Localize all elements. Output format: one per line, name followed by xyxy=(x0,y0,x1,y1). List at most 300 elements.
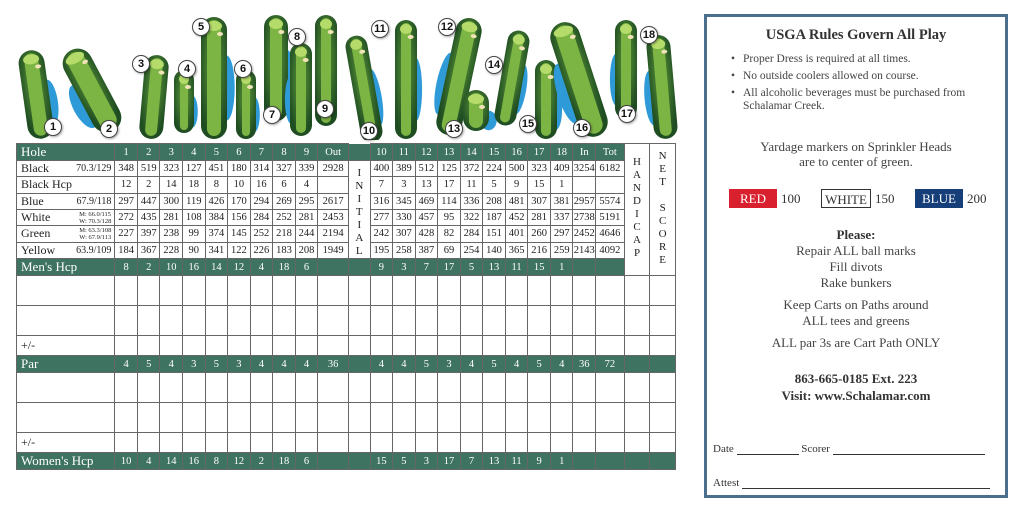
score-entry-cell[interactable] xyxy=(160,306,183,336)
womens-hcp-row-cell: 18 xyxy=(273,453,296,470)
score-entry-cell[interactable] xyxy=(650,306,676,336)
score-entry-cell[interactable] xyxy=(349,336,371,356)
score-entry-cell[interactable] xyxy=(550,433,573,453)
score-entry-cell[interactable] xyxy=(393,306,416,336)
score-entry-cell[interactable] xyxy=(650,373,676,403)
score-entry-cell[interactable] xyxy=(273,403,296,433)
score-entry-cell[interactable] xyxy=(438,306,461,336)
courtesy-line: Rake bunkers xyxy=(820,275,892,290)
hole-number-badge: 9 xyxy=(316,100,334,118)
womens-rating: W: 67.9/113 xyxy=(79,234,112,242)
net-score-cell xyxy=(650,453,676,470)
yardage-cell: 15 xyxy=(528,177,551,193)
score-entry-cell[interactable] xyxy=(273,373,296,403)
tee-name: Black xyxy=(21,161,49,176)
score-entry-cell[interactable] xyxy=(505,373,528,403)
yardage-cell: 426 xyxy=(205,193,228,209)
score-entry-cell[interactable] xyxy=(183,336,206,356)
score-entry-cell[interactable] xyxy=(370,306,393,336)
score-entry-cell[interactable] xyxy=(550,306,573,336)
score-entry-cell[interactable] xyxy=(624,336,650,356)
tee-row xyxy=(17,226,676,242)
hole-number-badge: 18 xyxy=(640,26,658,44)
score-entry-cell[interactable] xyxy=(505,336,528,356)
score-entry-cell[interactable] xyxy=(160,276,183,306)
yardage-cell: 258 xyxy=(393,242,416,258)
score-entry-cell[interactable] xyxy=(550,373,573,403)
par-row-cell: 5 xyxy=(528,356,551,373)
score-entry-cell[interactable] xyxy=(573,403,596,433)
score-table xyxy=(16,143,676,470)
score-entry-cell[interactable] xyxy=(318,373,349,403)
par-row xyxy=(17,356,676,373)
score-entry-cell[interactable] xyxy=(415,336,438,356)
score-entry-cell[interactable] xyxy=(318,403,349,433)
yardage-cell: 218 xyxy=(273,226,296,242)
par-row-cell: 5 xyxy=(483,356,506,373)
phone-number: 863-665-0185 Ext. 223 xyxy=(794,371,918,386)
hole-shape xyxy=(201,17,235,139)
yardage-cell: 272 xyxy=(115,209,138,225)
hole-number-badge: 5 xyxy=(192,18,210,36)
womens-hcp-row-cell: 6 xyxy=(295,453,318,470)
yardage-cell: 365 xyxy=(505,242,528,258)
score-entry-cell[interactable] xyxy=(228,433,251,453)
score-entry-cell[interactable] xyxy=(573,306,596,336)
score-entry-cell[interactable] xyxy=(205,403,228,433)
par-row-tot: 72 xyxy=(596,356,625,373)
yardage-cell: 519 xyxy=(137,161,160,177)
yardage-cell: 323 xyxy=(160,161,183,177)
score-entry-cell[interactable] xyxy=(273,433,296,453)
mens-rating: M: 66.0/115 xyxy=(79,210,112,218)
hole-number-header: 5 xyxy=(205,144,228,161)
mens-hcp-row-cell: 11 xyxy=(505,259,528,276)
bunker xyxy=(278,30,284,34)
white-marker xyxy=(821,189,895,208)
yardage-line: Yardage markers on Sprinkler Heads xyxy=(760,139,952,154)
yardage-cell: 8 xyxy=(205,177,228,193)
score-entry-cell[interactable] xyxy=(505,276,528,306)
carts-line: ALL tees and greens xyxy=(802,313,910,328)
score-entry-cell[interactable] xyxy=(528,306,551,336)
hole-number-header: 16 xyxy=(505,144,528,161)
score-entry-cell[interactable] xyxy=(250,306,273,336)
mens-hcp-row-label: Men's Hcp xyxy=(17,259,115,276)
score-entry-cell[interactable] xyxy=(370,373,393,403)
hole-number-badge: 4 xyxy=(178,60,196,78)
in-total: 2143 xyxy=(573,242,596,258)
score-entry-cell[interactable] xyxy=(273,276,296,306)
score-entry-cell[interactable] xyxy=(528,336,551,356)
score-entry-cell[interactable] xyxy=(438,373,461,403)
fairway xyxy=(207,20,221,136)
yardage-cell: 260 xyxy=(528,226,551,242)
out-total: 1949 xyxy=(318,242,349,258)
initial-cell xyxy=(349,259,371,276)
hole-number-badge: 8 xyxy=(288,28,306,46)
womens-hcp-row-in xyxy=(573,453,596,470)
tee-label xyxy=(17,177,115,193)
score-entry-cell[interactable] xyxy=(205,336,228,356)
score-entry-cell[interactable] xyxy=(573,373,596,403)
yardage-cell: 170 xyxy=(228,193,251,209)
score-entry-cell[interactable] xyxy=(115,373,138,403)
score-entry-cell[interactable] xyxy=(438,276,461,306)
please-heading: Please: xyxy=(836,227,876,242)
yardage-cell: 336 xyxy=(460,193,483,209)
score-entry-cell[interactable] xyxy=(160,433,183,453)
score-entry-cell[interactable] xyxy=(624,276,650,306)
score-entry-cell[interactable] xyxy=(460,276,483,306)
white-marker-value: 150 xyxy=(875,191,895,206)
score-entry-cell[interactable] xyxy=(205,433,228,453)
score-entry-cell[interactable] xyxy=(318,276,349,306)
par-row-cell: 4 xyxy=(370,356,393,373)
hole-number-header: 9 xyxy=(295,144,318,161)
score-entry-cell[interactable] xyxy=(137,276,160,306)
scorer-field[interactable] xyxy=(833,454,985,455)
player-name-cell[interactable] xyxy=(17,306,115,336)
out-total: 2194 xyxy=(318,226,349,242)
score-entry-cell[interactable] xyxy=(250,336,273,356)
score-entry-cell[interactable] xyxy=(528,373,551,403)
tee-row xyxy=(17,209,676,225)
score-entry-cell[interactable] xyxy=(228,306,251,336)
score-entry-cell[interactable] xyxy=(415,373,438,403)
out-total: 2928 xyxy=(318,161,349,177)
score-entry-cell[interactable] xyxy=(349,373,371,403)
course-courtesy xyxy=(707,227,1005,351)
score-entry-cell[interactable] xyxy=(528,433,551,453)
par-row-cell: 4 xyxy=(115,356,138,373)
total: 4092 xyxy=(596,242,625,258)
scorer-label: Scorer xyxy=(801,443,830,455)
player-name-cell[interactable] xyxy=(17,373,115,403)
womens-hcp-row-label: Women's Hcp xyxy=(17,453,115,470)
score-entry-cell[interactable] xyxy=(550,403,573,433)
score-entry-cell[interactable] xyxy=(137,306,160,336)
womens-hcp-row-cell: 3 xyxy=(415,453,438,470)
score-entry-cell[interactable] xyxy=(205,276,228,306)
score-entry-cell[interactable] xyxy=(137,373,160,403)
score-entry-cell[interactable] xyxy=(596,403,625,433)
score-entry-cell[interactable] xyxy=(393,373,416,403)
yardage-cell: 226 xyxy=(250,242,273,258)
yardage-cell: 367 xyxy=(137,242,160,258)
score-entry-cell[interactable] xyxy=(483,403,506,433)
score-entry-cell[interactable] xyxy=(115,336,138,356)
score-entry-cell[interactable] xyxy=(624,373,650,403)
yardage-cell: 512 xyxy=(415,161,438,177)
score-entry-cell[interactable] xyxy=(624,306,650,336)
tee-name: Black Hcp xyxy=(21,177,72,192)
par-row-cell: 4 xyxy=(505,356,528,373)
green xyxy=(269,19,283,29)
score-entry-cell[interactable] xyxy=(573,433,596,453)
yardage-cell: 119 xyxy=(183,193,206,209)
score-entry-cell[interactable] xyxy=(573,336,596,356)
score-entry-cell[interactable] xyxy=(483,373,506,403)
par-row-cell: 4 xyxy=(295,356,318,373)
score-entry-cell[interactable] xyxy=(137,433,160,453)
score-entry-cell[interactable] xyxy=(415,433,438,453)
score-entry-cell[interactable] xyxy=(460,336,483,356)
score-entry-cell[interactable] xyxy=(393,433,416,453)
score-entry-cell[interactable] xyxy=(349,306,371,336)
total: 6182 xyxy=(596,161,625,177)
rules-panel xyxy=(704,14,1008,498)
yardage-cell: 447 xyxy=(137,193,160,209)
score-entry-cell[interactable] xyxy=(250,433,273,453)
score-entry-cell[interactable] xyxy=(160,373,183,403)
score-entry-cell[interactable] xyxy=(273,336,296,356)
yardage-cell: 322 xyxy=(460,209,483,225)
hole-number-badge: 15 xyxy=(519,115,537,133)
score-entry-cell[interactable] xyxy=(415,403,438,433)
tee-row xyxy=(17,161,676,177)
yardage-cell: 13 xyxy=(415,177,438,193)
hole-number-badge: 12 xyxy=(438,18,456,36)
score-entry-cell[interactable] xyxy=(550,336,573,356)
handicap-cell xyxy=(624,356,650,373)
score-entry-cell[interactable] xyxy=(460,433,483,453)
score-entry-cell[interactable] xyxy=(573,276,596,306)
yardage-cell: 69 xyxy=(438,242,461,258)
score-entry-cell[interactable] xyxy=(460,403,483,433)
score-entry-cell[interactable] xyxy=(349,433,371,453)
score-entry-cell[interactable] xyxy=(115,403,138,433)
initial-gap xyxy=(349,144,371,161)
score-entry-cell[interactable] xyxy=(415,276,438,306)
hole-shape xyxy=(236,70,260,139)
score-entry-cell[interactable] xyxy=(183,433,206,453)
score-entry-cell[interactable] xyxy=(295,433,318,453)
score-entry-cell[interactable] xyxy=(183,306,206,336)
courtesy-line: Fill divots xyxy=(829,259,883,274)
in-total: 2738 xyxy=(573,209,596,225)
handicap-column-label: H A N D I C A P xyxy=(624,144,650,276)
score-entry-cell[interactable] xyxy=(318,336,349,356)
yardage-cell: 224 xyxy=(483,161,506,177)
score-entry-cell[interactable] xyxy=(438,433,461,453)
score-entry-cell[interactable] xyxy=(183,403,206,433)
yardage-cell: 195 xyxy=(370,242,393,258)
score-entry-cell[interactable] xyxy=(596,276,625,306)
score-entry-cell[interactable] xyxy=(137,403,160,433)
score-entry-cell[interactable] xyxy=(650,403,676,433)
bunker xyxy=(247,85,253,89)
score-entry-cell[interactable] xyxy=(228,403,251,433)
yardage-cell: 3 xyxy=(393,177,416,193)
initial-cell xyxy=(349,453,371,470)
score-entry-cell[interactable] xyxy=(160,403,183,433)
mens-hcp-row xyxy=(17,259,676,276)
hole-header-row xyxy=(17,144,676,161)
score-entry-cell[interactable] xyxy=(528,276,551,306)
score-entry-cell[interactable] xyxy=(650,276,676,306)
score-entry-cell[interactable] xyxy=(318,306,349,336)
in-header: In xyxy=(573,144,596,161)
yardage-cell: 469 xyxy=(415,193,438,209)
womens-hcp-row-cell: 7 xyxy=(460,453,483,470)
score-entry-cell[interactable] xyxy=(550,276,573,306)
plus-minus-row xyxy=(17,336,676,356)
score-entry-cell[interactable] xyxy=(205,306,228,336)
score-entry-cell[interactable] xyxy=(393,403,416,433)
score-entry-cell[interactable] xyxy=(415,306,438,336)
yardage-cell: 99 xyxy=(183,226,206,242)
hole-label: Hole xyxy=(17,144,115,161)
yardage-cell: 238 xyxy=(160,226,183,242)
tee-label xyxy=(17,193,115,209)
par-row-cell: 4 xyxy=(273,356,296,373)
score-entry-cell[interactable] xyxy=(438,336,461,356)
score-entry-cell[interactable] xyxy=(505,306,528,336)
mens-hcp-row-cell: 9 xyxy=(370,259,393,276)
yardage-cell: 281 xyxy=(528,209,551,225)
score-entry-cell[interactable] xyxy=(624,403,650,433)
score-entry-cell[interactable] xyxy=(115,276,138,306)
score-entry-cell[interactable] xyxy=(460,306,483,336)
website: Visit: www.Schalamar.com xyxy=(781,388,931,403)
hole-shape xyxy=(639,34,678,140)
date-field[interactable] xyxy=(737,454,799,455)
score-entry-cell[interactable] xyxy=(596,336,625,356)
mens-hcp-row-in xyxy=(573,259,596,276)
hole-shape xyxy=(493,29,536,128)
hole-illustrations xyxy=(14,8,678,140)
in-total xyxy=(573,177,596,193)
score-entry-cell[interactable] xyxy=(505,433,528,453)
score-entry-cell[interactable] xyxy=(183,276,206,306)
player-name-cell[interactable] xyxy=(17,403,115,433)
tee-label xyxy=(17,209,115,225)
score-entry-cell[interactable] xyxy=(273,306,296,336)
score-entry-cell[interactable] xyxy=(483,276,506,306)
score-entry-cell[interactable] xyxy=(370,276,393,306)
score-entry-cell[interactable] xyxy=(393,336,416,356)
mens-hcp-row-cell: 14 xyxy=(205,259,228,276)
score-entry-cell[interactable] xyxy=(624,433,650,453)
courtesy-line: Repair ALL ball marks xyxy=(796,243,916,258)
hole-number-header: 7 xyxy=(250,144,273,161)
hole-number-badge: 11 xyxy=(371,20,389,38)
par-row-cell: 4 xyxy=(550,356,573,373)
date-scorer-line xyxy=(713,443,985,455)
yardage-cell: 122 xyxy=(228,242,251,258)
par-row-cell: 4 xyxy=(393,356,416,373)
yardage-cell: 314 xyxy=(250,161,273,177)
score-entry-cell[interactable] xyxy=(370,433,393,453)
mens-hcp-row-cell: 18 xyxy=(273,259,296,276)
score-entry-cell[interactable] xyxy=(349,276,371,306)
score-entry-cell[interactable] xyxy=(650,336,676,356)
yardage-cell: 208 xyxy=(295,242,318,258)
score-entry-cell[interactable] xyxy=(370,336,393,356)
score-entry-cell[interactable] xyxy=(228,373,251,403)
mens-hcp-row-cell: 3 xyxy=(393,259,416,276)
yardage-cell: 281 xyxy=(295,209,318,225)
score-entry-cell[interactable] xyxy=(460,373,483,403)
initial-cell xyxy=(349,356,371,373)
score-entry-cell[interactable] xyxy=(596,433,625,453)
hole-number-header: 13 xyxy=(438,144,461,161)
score-entry-cell[interactable] xyxy=(295,403,318,433)
score-entry-cell[interactable] xyxy=(115,306,138,336)
tee-label xyxy=(17,226,115,242)
score-entry-cell[interactable] xyxy=(370,403,393,433)
hole-number-header: 2 xyxy=(137,144,160,161)
score-entry-cell[interactable] xyxy=(250,276,273,306)
score-entry-cell[interactable] xyxy=(483,433,506,453)
hole-number-badge: 6 xyxy=(234,60,252,78)
mens-hcp-row-cell: 5 xyxy=(460,259,483,276)
score-entry-cell[interactable] xyxy=(483,336,506,356)
tee-rating xyxy=(79,211,111,225)
score-entry-cell[interactable] xyxy=(596,306,625,336)
score-entry-cell[interactable] xyxy=(393,276,416,306)
bunker xyxy=(628,35,634,39)
score-entry-cell[interactable] xyxy=(295,373,318,403)
score-entry-cell[interactable] xyxy=(183,373,206,403)
yardage-cell: 330 xyxy=(393,209,416,225)
yardage-cell: 216 xyxy=(528,242,551,258)
yardage-cell: 269 xyxy=(273,193,296,209)
score-entry-cell[interactable] xyxy=(205,373,228,403)
hole-number-header: 8 xyxy=(273,144,296,161)
score-entry-cell[interactable] xyxy=(483,306,506,336)
yardage-cell: 397 xyxy=(137,226,160,242)
score-entry-cell[interactable] xyxy=(349,403,371,433)
green xyxy=(540,64,552,74)
score-entry-cell[interactable] xyxy=(505,403,528,433)
score-entry-cell[interactable] xyxy=(318,433,349,453)
hole-number-header: 15 xyxy=(483,144,506,161)
score-entry-cell[interactable] xyxy=(137,336,160,356)
out-total: 2617 xyxy=(318,193,349,209)
par-row-cell: 3 xyxy=(438,356,461,373)
score-entry-cell[interactable] xyxy=(250,403,273,433)
score-entry-cell[interactable] xyxy=(228,276,251,306)
score-entry-cell[interactable] xyxy=(160,336,183,356)
score-entry-cell[interactable] xyxy=(250,373,273,403)
score-entry-cell[interactable] xyxy=(295,336,318,356)
attest-field[interactable] xyxy=(742,488,990,489)
yardage-cell: 7 xyxy=(370,177,393,193)
mens-hcp-row-cell: 8 xyxy=(115,259,138,276)
player-score-row xyxy=(17,373,676,403)
score-entry-cell[interactable] xyxy=(438,403,461,433)
score-entry-cell[interactable] xyxy=(528,403,551,433)
player-score-row xyxy=(17,306,676,336)
yardage-markers xyxy=(729,189,999,209)
yardage-cell: 295 xyxy=(295,193,318,209)
par-row-cell: 3 xyxy=(228,356,251,373)
score-entry-cell[interactable] xyxy=(228,336,251,356)
par-row-cell: 4 xyxy=(460,356,483,373)
score-entry-cell[interactable] xyxy=(295,306,318,336)
score-entry-cell[interactable] xyxy=(115,433,138,453)
red-marker-value: 100 xyxy=(781,191,801,206)
score-entry-cell[interactable] xyxy=(596,373,625,403)
score-entry-cell[interactable] xyxy=(295,276,318,306)
yardage-cell: 381 xyxy=(550,193,573,209)
score-entry-cell[interactable] xyxy=(650,433,676,453)
player-name-cell[interactable] xyxy=(17,276,115,306)
tee-row xyxy=(17,193,676,209)
initial-column-label: I N I T I A L xyxy=(349,161,371,259)
